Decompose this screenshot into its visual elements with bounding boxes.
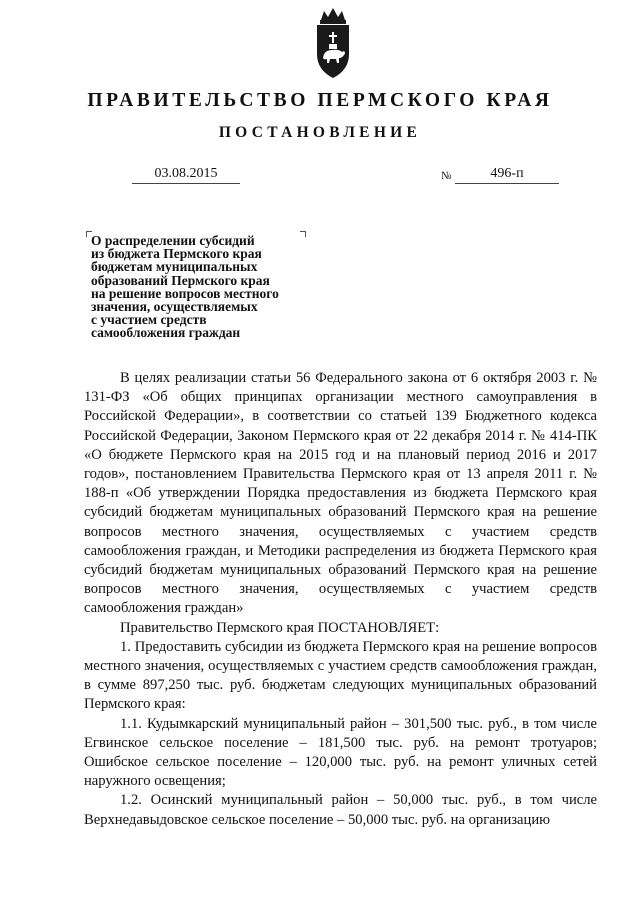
subject-line: самообложения граждан [91, 325, 241, 341]
subject-line: на решение вопросов местного [91, 285, 279, 301]
clause-1-paragraph: 1. Предоставить субсидии из бюджета Пермского края на решение вопросов местного значения, осуществляемых с участием средств самообложения граждан, в сумме 897,250 тыс. руб. бюджетам следующих муниципальных образований Пермского края: [84, 638, 597, 713]
document-body [84, 369, 597, 830]
document-subject [91, 234, 306, 340]
government-title: ПРАВИТЕЛЬСТВО ПЕРМСКОГО КРАЯ [87, 90, 553, 111]
subject-line: значения, осуществляемых [91, 299, 258, 315]
resolution-statement: Правительство Пермского края ПОСТАНОВЛЯЕТ: [120, 619, 440, 636]
subject-line: из бюджета Пермского края [91, 246, 262, 262]
document-date: 03.08.2015 [132, 165, 240, 184]
subject-line: с участием средств [91, 312, 207, 328]
coat-of-arms-emblem [304, 6, 362, 82]
clause-1-1-paragraph: 1.1. Кудымкарский муниципальный район – 301,500 тыс. руб., в том числе Егвинское сельское поселение – 181,500 тыс. руб. на ремонт тротуаров; Ошибское сельское поселение – 120,000 тыс. руб. на ремонт уличных сетей наружного освещения; [84, 715, 597, 790]
clause-1-2-paragraph: 1.2. Осинский муниципальный район – 50,000 тыс. руб., в том числе Верхнедавыдовское сельское поселение – 50,000 тыс. руб. на организацию [84, 792, 597, 828]
number-sign-label: № [441, 170, 452, 182]
document-type-heading: ПОСТАНОВЛЕНИЕ [218, 124, 422, 141]
preamble-paragraph: В целях реализации статьи 56 Федерального закона от 6 октября 2003 г. № 131-ФЗ «Об общих принципах организации местного самоуправления в Российской Федерации», в соответствии со статьей 139 Бюджетного кодекса Российской Федерации, Законом Пермского края от 22 декабря 2014 г. № 414-ПК «О бюджете Пермского края на 2015 год и на плановый период 2016 и 2017 годов», постановлением Правительства Пермского края от 13 апреля 2011 г. № 188-п «Об утверждении Порядка предоставления из бюджета Пермского края субсидий бюджетам муниципальных образований Пермского края на решение вопросов местного значения, осуществляемых с участием средств самообложения граждан, и Методики распределения из бюджета Пермского края субсидий бюджетам муниципальных образований Пермского края на решение вопросов местного значения, осуществляемых с участием средств самообложения граждан» [84, 370, 597, 617]
subject-line: О распределении субсидий [91, 233, 255, 248]
subject-line: образований Пермского края [91, 272, 270, 288]
perm-bear-emblem-icon [304, 6, 362, 82]
subject-line: бюджетам муниципальных [91, 259, 258, 275]
document-number: 496-п [455, 165, 559, 184]
